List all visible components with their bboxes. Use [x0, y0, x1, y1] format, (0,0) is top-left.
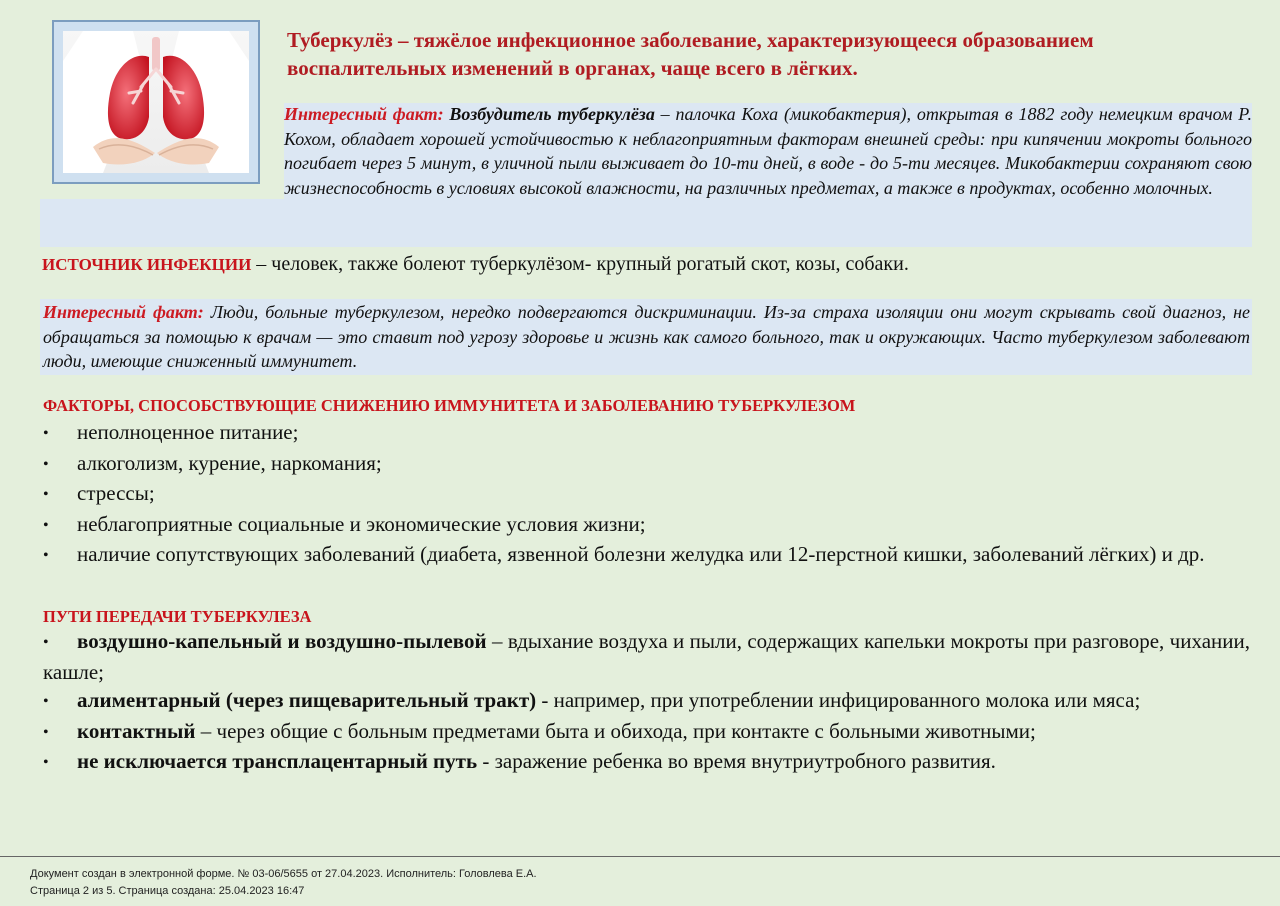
- list-item: [43, 510, 1250, 541]
- source-text: – человек, также болеют туберкулёзом- крупный рогатый скот, козы, собаки.: [251, 253, 909, 275]
- interesting-fact-2: [43, 300, 1250, 374]
- bullet-icon: •: [43, 634, 49, 651]
- infection-source: [42, 251, 1252, 278]
- list-item: [43, 479, 1250, 510]
- bullet-icon: •: [43, 547, 49, 564]
- footer-divider: [0, 856, 1280, 857]
- fact-text: Люди, больные туберкулезом, нередко подвергаются дискриминации. Из-за страха изоляции они могут скрывать свой диагноз, не обращаться за помощью к врачам — это ставит под угрозу здоровье и жизнь как самого больного, так и окружающих. Часто туберкулезом заболевают люди, имеющие сниженный иммунитет.: [43, 302, 1251, 371]
- list-item: [43, 418, 1250, 449]
- route-name: воздушно-капельный и воздушно-пылевой: [77, 629, 487, 653]
- list-item-text: алкоголизм, курение, наркомания;: [77, 450, 382, 475]
- list-item-text: наличие сопутствующих заболеваний (диабета, язвенной болезни желудка или 12-перстной кишки, заболеваний лёгких) и др.: [77, 542, 1205, 566]
- fact-bold-term: Возбудитель туберкулёза: [449, 104, 655, 124]
- route-description: - заражение ребенка во время внутриутробного развития.: [477, 749, 996, 773]
- bullet-icon: •: [43, 425, 49, 442]
- image-wrap-spacer: [40, 102, 284, 200]
- document-footer: [30, 866, 537, 900]
- route-description: – через общие с больным предметами быта и обихода, при контакте с больными животными;: [195, 718, 1036, 743]
- footer-page-info: Страница 2 из 5. Страница создана: 25.04.2023 16:47: [30, 885, 305, 897]
- list-item-text: неблагоприятные социальные и экономические условия жизни;: [77, 511, 646, 536]
- fact-text: – палочка Коха (микобактерия), открытая в 1882 году немецким врачом Р. Кохом, обладает хорошей устойчивостью к неблагоприятным факторам внешней среды: при кипячении мокроты больного погибает через 5 минут, в уличной пыли выживает до 10-ти дней, в воде - до 5-ти месяцев. Микобактерии сохраняют свою жизнеспособность в условиях высокой влажности, на различных предметах, а также в продуктах, особенно молочных.: [284, 104, 1252, 198]
- fact-label: Интересный факт:: [284, 104, 444, 124]
- factors-heading: ФАКТОРЫ, СПОСОБСТВУЮЩИЕ СНИЖЕНИЮ ИММУНИТЕТА И ЗАБОЛЕВАНИЮ ТУБЕРКУЛЕЗОМ: [43, 396, 856, 415]
- footer-document-info: Документ создан в электронной форме. № 03-06/5655 от 27.04.2023. Исполнитель: Головлева Е.А.: [30, 868, 537, 880]
- transmission-heading: ПУТИ ПЕРЕДАЧИ ТУБЕРКУЛЕЗА: [43, 607, 312, 626]
- list-item: [43, 449, 1250, 480]
- list-item-text: стрессы;: [77, 481, 155, 505]
- bullet-icon: •: [43, 455, 49, 473]
- interesting-fact-1: [40, 102, 1252, 200]
- fact-label: Интересный факт:: [43, 302, 204, 322]
- route-description: - например, при употреблении инфицированного молока или мяса;: [536, 688, 1141, 712]
- fact-highlight: [40, 199, 1252, 247]
- list-item: [43, 747, 1250, 778]
- list-item: [43, 717, 1250, 748]
- route-name: алиментарный (через пищеварительный тракт): [77, 688, 537, 712]
- list-item: [43, 540, 1250, 571]
- bullet-icon: •: [43, 516, 49, 534]
- transmission-list: [43, 627, 1250, 778]
- source-label: ИСТОЧНИК ИНФЕКЦИИ: [42, 255, 252, 274]
- route-name: контактный: [77, 718, 196, 743]
- bullet-icon: •: [43, 723, 49, 741]
- bullet-icon: •: [43, 693, 49, 710]
- list-item: [43, 627, 1250, 686]
- bullet-icon: •: [43, 754, 49, 771]
- list-item-text: неполноценное питание;: [77, 420, 299, 444]
- list-item: [43, 686, 1250, 717]
- route-name: не исключается трансплацентарный путь: [77, 749, 478, 773]
- bullet-icon: •: [43, 486, 49, 503]
- page-title: Туберкулёз – тяжёлое инфекционное заболевание, характеризующееся образованием воспалительных изменений в органах, чаще всего в лёгких.: [287, 28, 1094, 80]
- route-description: – вдыхание воздуха и пыли, содержащих капельки мокроты при разговоре, чихании, кашле;: [43, 629, 1250, 684]
- factors-list: [43, 418, 1250, 571]
